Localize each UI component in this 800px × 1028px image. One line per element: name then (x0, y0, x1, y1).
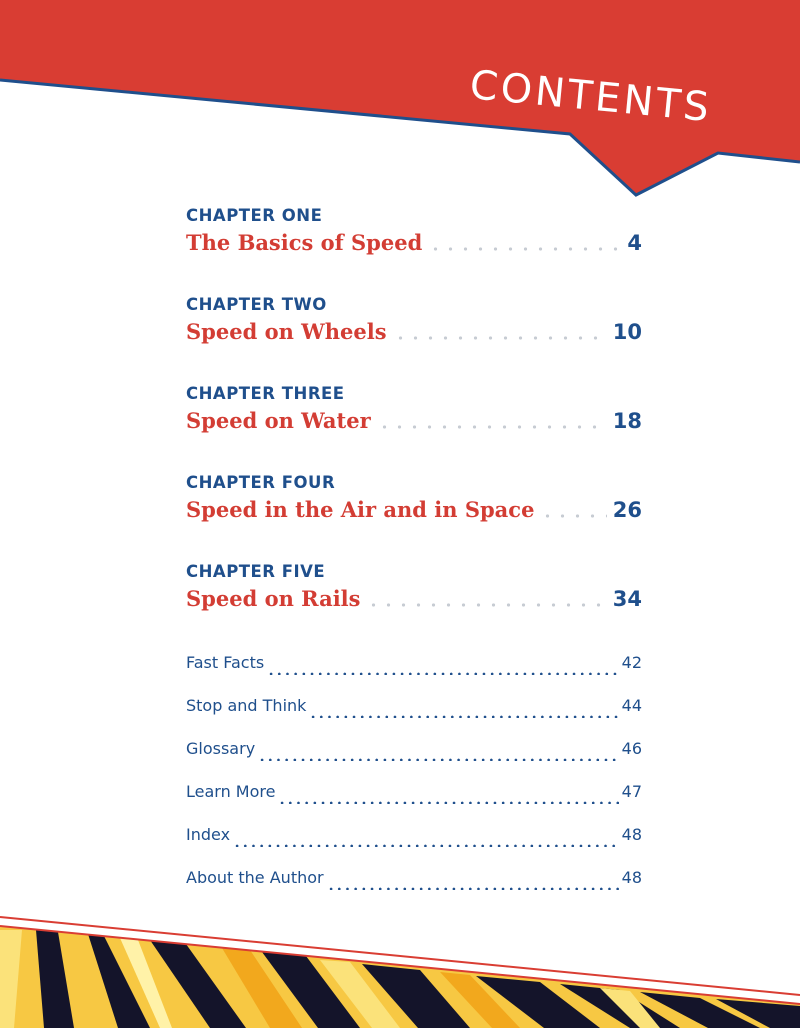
back-matter-label[interactable]: Stop and Think (186, 696, 307, 715)
chapter-title[interactable]: Speed on Rails (186, 586, 361, 611)
back-matter-page-number: 44 (621, 696, 642, 715)
chapter-list (186, 205, 642, 650)
dot-leader (278, 782, 618, 804)
dot-leader (327, 868, 619, 890)
back-matter-label[interactable]: About the Author (186, 868, 324, 887)
back-matter-label[interactable]: Glossary (186, 739, 256, 758)
chapter-title[interactable]: Speed on Water (186, 408, 371, 433)
chapter-page-number: 18 (612, 409, 642, 433)
chapter-label: CHAPTER FOUR (186, 473, 336, 492)
chapter-page-number: 34 (612, 587, 642, 611)
back-matter-label[interactable]: Learn More (186, 782, 276, 801)
dot-leader (233, 825, 619, 847)
back-matter-page-number: 48 (621, 825, 642, 844)
dot-leader (377, 422, 607, 432)
chapter-title[interactable]: The Basics of Speed (186, 230, 423, 255)
back-matter-entry[interactable] (186, 825, 642, 868)
chapter-label: CHAPTER TWO (186, 295, 327, 314)
speed-stripes-art (0, 900, 800, 1028)
chapter-entry[interactable] (186, 561, 642, 650)
back-matter-entry[interactable] (186, 782, 642, 825)
dot-leader (540, 511, 606, 521)
back-matter-page-number: 46 (621, 739, 642, 758)
chapter-page-number: 4 (627, 231, 642, 255)
chapter-entry[interactable] (186, 472, 642, 561)
back-matter-entry[interactable] (186, 739, 642, 782)
back-matter-label[interactable]: Index (186, 825, 231, 844)
dot-leader (366, 600, 606, 610)
dot-leader (267, 653, 618, 675)
chapter-title[interactable]: Speed on Wheels (186, 319, 387, 344)
back-matter-page-number: 47 (621, 782, 642, 801)
dot-leader (393, 333, 607, 343)
dot-leader (428, 244, 621, 254)
chapter-page-number: 10 (612, 320, 642, 344)
back-matter-page-number: 48 (621, 868, 642, 887)
dot-leader (309, 696, 618, 718)
chapter-title[interactable]: Speed in the Air and in Space (186, 497, 535, 522)
chapter-label: CHAPTER FIVE (186, 562, 326, 581)
chapter-label: CHAPTER THREE (186, 384, 345, 403)
back-matter-label[interactable]: Fast Facts (186, 653, 265, 672)
back-matter-page-number: 42 (621, 653, 642, 672)
back-matter-list (186, 653, 642, 911)
page-title: CONTENTS (467, 62, 714, 132)
chapter-label: CHAPTER ONE (186, 206, 323, 225)
back-matter-entry[interactable] (186, 696, 642, 739)
back-matter-entry[interactable] (186, 653, 642, 696)
chapter-entry[interactable] (186, 383, 642, 472)
chapter-entry[interactable] (186, 205, 642, 294)
chapter-page-number: 26 (612, 498, 642, 522)
chapter-entry[interactable] (186, 294, 642, 383)
dot-leader (258, 739, 618, 761)
